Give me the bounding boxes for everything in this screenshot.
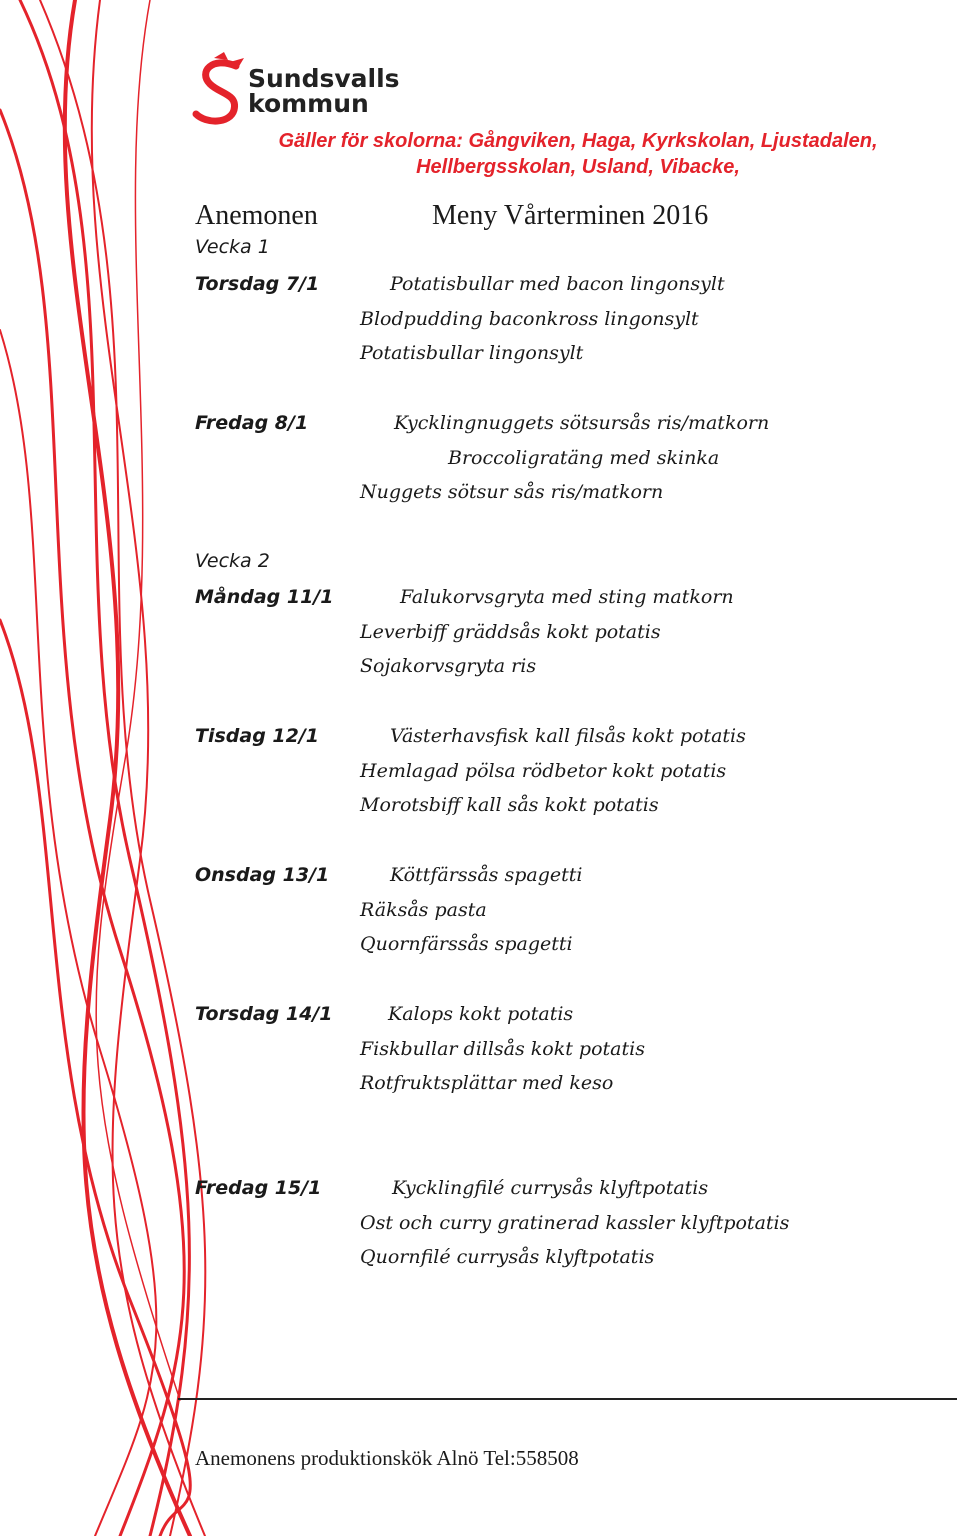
schools-notice [200, 128, 956, 180]
day-label: Onsdag 13/1 [195, 864, 330, 886]
logo-line1: Sundsvalls [248, 64, 400, 93]
dish: Västerhavsfisk kall filsås kokt potatis [390, 725, 746, 747]
dish: Köttfärssås spagetti [390, 864, 583, 886]
week-label: Vecka 1 [195, 236, 270, 258]
dish: Blodpudding baconkross lingonsylt [360, 308, 699, 330]
day-label: Fredag 15/1 [195, 1177, 322, 1199]
footer-divider [178, 1398, 957, 1400]
dish: Nuggets sötsur sås ris/matkorn [360, 481, 664, 503]
dish: Leverbiff gräddsås kokt potatis [360, 621, 661, 643]
dish: Falukorvsgryta med sting matkorn [400, 586, 734, 608]
dish: Broccoligratäng med skinka [448, 447, 720, 469]
dish: Morotsbiff kall sås kokt potatis [360, 794, 659, 816]
dish: Quornfilé currysås klyftpotatis [360, 1246, 655, 1268]
day-label: Tisdag 12/1 [195, 725, 320, 747]
day-label: Torsdag 7/1 [195, 273, 320, 295]
dish: Quornfärssås spagetti [360, 933, 573, 955]
week-label: Vecka 2 [195, 550, 270, 572]
logo-wordmark [248, 66, 400, 116]
dish: Potatisbullar med bacon lingonsylt [390, 273, 725, 295]
day-label: Fredag 8/1 [195, 412, 309, 434]
dish: Ost och curry gratinerad kassler klyftpotatis [360, 1212, 790, 1234]
dish: Sojakorvsgryta ris [360, 655, 537, 677]
dish: Kycklingnuggets sötsursås ris/matkorn [394, 412, 770, 434]
schools-line2: Hellbergsskolan, Usland, Vibacke, [416, 156, 740, 178]
dish: Potatisbullar lingonsylt [360, 342, 584, 364]
logo-line2: kommun [248, 89, 369, 118]
dish: Hemlagad pölsa rödbetor kokt potatis [360, 760, 727, 782]
dish: Kalops kokt potatis [388, 1003, 574, 1025]
footer-text: Anemonens produktionskök Alnö Tel:558508 [195, 1446, 579, 1470]
dish: Kycklingfilé currysås klyftpotatis [392, 1177, 709, 1199]
menu-title: Meny Vårterminen 2016 [432, 200, 709, 231]
dish: Rotfruktsplättar med keso [360, 1072, 614, 1094]
schools-line1: Gäller för skolorna: Gångviken, Haga, Kyrkskolan, Ljustadalen, [278, 130, 878, 152]
dish: Fiskbullar dillsås kokt potatis [360, 1038, 645, 1060]
day-label: Måndag 11/1 [195, 586, 334, 608]
dish: Räksås pasta [360, 899, 487, 921]
kitchen-name: Anemonen [195, 200, 318, 231]
day-label: Torsdag 14/1 [195, 1003, 333, 1025]
